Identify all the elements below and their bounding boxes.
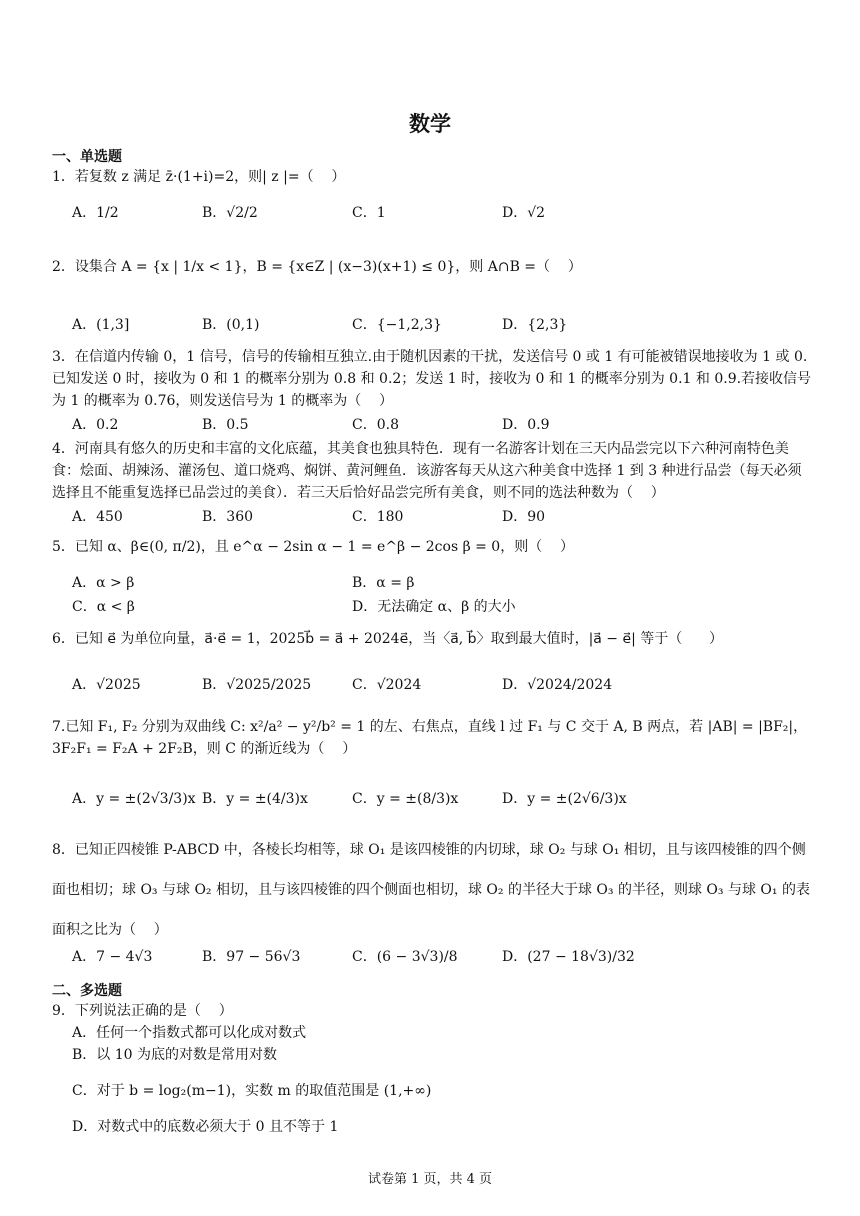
question-2 <box>52 256 812 278</box>
option-a: A．0.2 <box>72 417 119 433</box>
option-a: A．y = ±(2√3/3)x <box>72 791 196 807</box>
question-7-options <box>72 788 792 812</box>
option-b: B．0.5 <box>202 417 249 433</box>
option-b: B．以 10 为底的对数是常用对数 <box>72 1047 278 1063</box>
question-1-text: 1．若复数 z 满足 z̄·(1+i)=2，则| z |=（ ） <box>52 169 346 185</box>
option-b: B．97 − 56√3 <box>202 949 301 965</box>
option-d: D．无法确定 α、β 的大小 <box>352 599 516 615</box>
question-9 <box>52 1000 812 1022</box>
option-c: C．1 <box>352 205 386 221</box>
question-7-text: 7.已知 F₁, F₂ 分别为双曲线 C: x²/a² − y²/b² = 1 的左、右焦点，直线 l 过 F₁ 与 C 交于 A, B 两点，若 |AB| = |BF₂|，3F₂F₁ = F₂A + 2F₂B，则 C 的渐近线为（ ） <box>52 719 808 757</box>
question-3-text: 3．在信道内传输 0，1 信号，信号的传输相互独立.由于随机因素的干扰，发送信号 0 或 1 有可能被错误地接收为 1 或 0.已知发送 0 时，接收为 0 和 1 的概率分别为 0.8 和 0.2；发送 1 时，接收为 0 和 1 的概率分别为 0.1 和 0.9.若接收信号为 1 的概率为 0.76，则发送信号为 1 的概率为（ ） <box>52 349 812 409</box>
question-4-options <box>72 506 792 530</box>
question-9-options <box>72 1022 772 1138</box>
question-8-text: 8．已知正四棱锥 P-ABCD 中，各棱长均相等，球 O₁ 是该四棱锥的内切球，球 O₂ 与球 O₁ 相切，且与该四棱锥的四个侧面也相切；球 O₃ 与球 O₂ 相切，且与该四棱锥的四个侧面也相切，球 O₂ 的半径大于球 O₃ 的半径，则球 O₃ 与球 O₁ 的表面积之比为（ ） <box>52 842 810 938</box>
page-title: 数学 <box>409 112 451 136</box>
question-6 <box>52 628 812 650</box>
question-7 <box>52 716 812 760</box>
option-a: A．(1,3] <box>72 317 130 333</box>
option-b: B．α = β <box>352 575 415 591</box>
question-3 <box>52 346 812 412</box>
option-a: A．7 − 4√3 <box>72 949 153 965</box>
question-5 <box>52 536 812 558</box>
option-c: C．{−1,2,3} <box>352 317 442 333</box>
option-c: C．(6 − 3√3)/8 <box>352 949 458 965</box>
option-a: A．任何一个指数式都可以化成对数式 <box>72 1025 307 1041</box>
option-d: D．(27 − 18√3)/32 <box>502 949 635 965</box>
option-a: A．α > β <box>72 575 135 591</box>
question-3-options <box>72 414 792 438</box>
option-c: C．√2024 <box>352 677 422 693</box>
option-d: D．对数式中的底数必须大于 0 且不等于 1 <box>72 1119 339 1135</box>
option-d: D．90 <box>502 509 546 525</box>
option-c: C．对于 b = log₂(m−1)，实数 m 的取值范围是 (1,+∞) <box>72 1083 432 1099</box>
option-d: D．√2 <box>502 205 546 221</box>
question-1-options <box>72 202 792 226</box>
option-b: B．y = ±(4/3)x <box>202 791 308 807</box>
option-c: C．180 <box>352 509 404 525</box>
question-2-text: 2．设集合 A = {x | 1/x < 1}，B = {x∈Z | (x−3)(x+1) ≤ 0}，则 A∩B =（ ） <box>52 259 582 275</box>
option-a: A．√2025 <box>72 677 141 693</box>
option-d: D．0.9 <box>502 417 550 433</box>
question-5-text: 5．已知 α、β∈(0, π/2)，且 e^α − 2sin α − 1 = e^β − 2cos β = 0，则（ ） <box>52 539 575 555</box>
question-6-options <box>72 674 792 698</box>
option-c: C．y = ±(8/3)x <box>352 791 459 807</box>
question-2-options <box>72 314 792 338</box>
question-9-text: 9．下列说法正确的是（ ） <box>52 1003 233 1019</box>
question-5-options-row-2 <box>72 596 792 620</box>
option-c: C．α < β <box>72 599 135 615</box>
option-d: D．{2,3} <box>502 317 568 333</box>
option-a: A．450 <box>72 509 123 525</box>
question-8-options <box>72 946 792 970</box>
question-5-options-row-1 <box>72 572 792 596</box>
option-b: B．√2025/2025 <box>202 677 312 693</box>
question-6-text: 6．已知 e⃗ 为单位向量，a⃗·e⃗ = 1，2025b⃗ = a⃗ + 2024e⃗，当〈a⃗, b⃗〉取到最大值时，|a⃗ − e⃗| 等于（ ） <box>52 631 723 647</box>
question-1 <box>52 166 812 188</box>
option-d: D．y = ±(2√6/3)x <box>502 791 627 807</box>
section-heading-multiple-choice: 二、多选题 <box>52 983 122 999</box>
option-a: A．1/2 <box>72 205 119 221</box>
question-8 <box>52 830 812 950</box>
option-b: B．(0,1) <box>202 317 260 333</box>
option-b: B．360 <box>202 509 254 525</box>
question-4-text: 4．河南具有悠久的历史和丰富的文化底蕴，其美食也独具特色．现有一名游客计划在三天内品尝完以下六种河南特色美食：烩面、胡辣汤、灌汤包、道口烧鸡、焖饼、黄河鲤鱼．该游客每天从这六种美食中选择 1 到 3 种进行品尝（每天必须选择且不能重复选择已品尝过的美食）．若三天后恰好品尝完所有美食，则不同的选法种数为（ ） <box>52 441 802 501</box>
option-b: B．√2/2 <box>202 205 258 221</box>
question-4 <box>52 438 812 504</box>
page-footer: 试卷第 1 页，共 4 页 <box>367 1172 493 1187</box>
section-heading-single-choice: 一、单选题 <box>52 149 122 165</box>
option-c: C．0.8 <box>352 417 399 433</box>
option-d: D．√2024/2024 <box>502 677 613 693</box>
